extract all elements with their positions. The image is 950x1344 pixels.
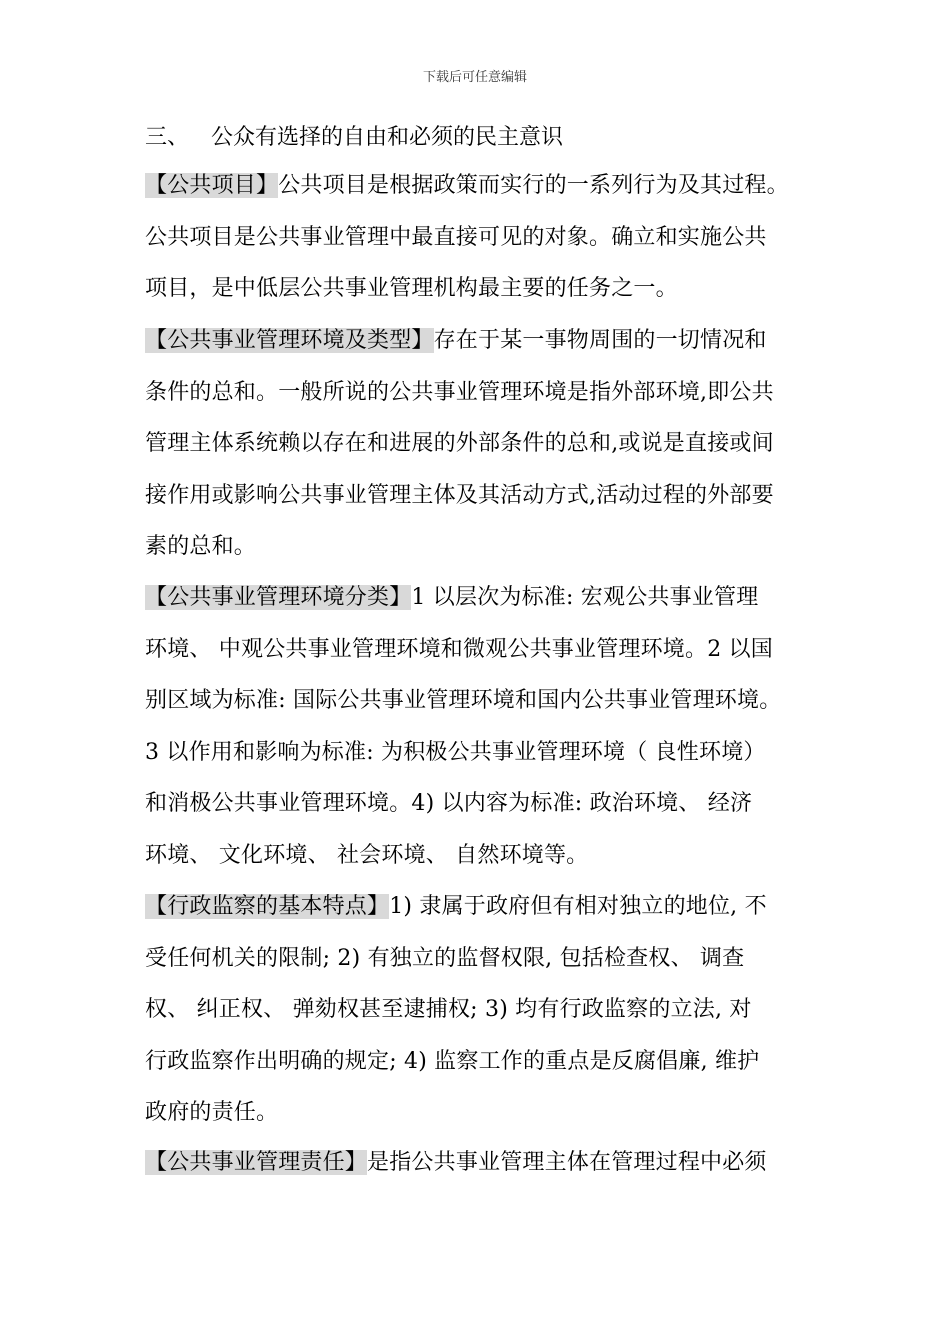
entry-administrative-supervision (145, 881, 825, 1139)
entry-line: 公共项目是公共事业管理中最直接可见的对象。确立和实施公共 (145, 224, 767, 250)
term-label: 【公共项目】 (145, 173, 279, 198)
entry-line: 1) 隶属于政府但有相对独立的地位, 不 (389, 894, 767, 919)
entry-line: 行政监察作出明确的规定; 4) 监察工作的重点是反腐倡廉, 维护 (145, 1048, 760, 1074)
entry-line: 别区域为标准: 国际公共事业管理环境和国内公共事业管理环境。 (145, 688, 782, 714)
term-label: 【行政监察的基本特点】 (145, 894, 390, 919)
entry-line: 是指公共事业管理主体在管理过程中必须 (367, 1150, 767, 1175)
entry-line: 项目，是中低层公共事业管理机构最主要的任务之一。 (145, 276, 678, 302)
entry-management-responsibility (145, 1137, 825, 1189)
entry-line: 环境、 中观公共事业管理环境和微观公共事业管理环境。2 以国 (145, 636, 773, 662)
entry-line: 条件的总和。一般所说的公共事业管理环境是指外部环境,即公共 (145, 379, 774, 405)
entry-line: 存在于某一事物周围的一切情况和 (433, 328, 767, 353)
entry-line: 管理主体系统赖以存在和进展的外部条件的总和,或说是直接或间 (145, 431, 774, 457)
entry-line: 公共项目是根据政策而实行的一系列行为及其过程。 (278, 173, 789, 198)
term-label: 【公共事业管理环境分类】 (145, 585, 412, 610)
entry-line: 权、 纠正权、 弹劾权甚至逮捕权; 3) 均有行政监察的立法, 对 (145, 997, 752, 1023)
entry-public-project (145, 160, 825, 315)
term-label: 【公共事业管理环境及类型】 (145, 328, 434, 353)
entry-line: 接作用或影响公共事业管理主体及其活动方式,活动过程的外部要 (145, 482, 774, 508)
entry-line: 受任何机关的限制; 2) 有独立的监督权限, 包括检查权、 调查 (145, 945, 745, 971)
section-title-text: 公众有选择的自由和必须的民主意识 (211, 125, 564, 150)
page-header-note: 下载后可任意编辑 (422, 70, 527, 85)
entry-line: 1 以层次为标准: 宏观公共事业管理 (411, 585, 759, 610)
entry-management-environment (145, 315, 825, 573)
section-number: 三、 (145, 125, 190, 150)
section-heading (145, 124, 563, 152)
entry-line: 环境、 文化环境、 社会环境、 自然环境等。 (145, 842, 589, 868)
term-label: 【公共事业管理责任】 (145, 1150, 368, 1175)
entry-line: 素的总和。 (145, 534, 257, 560)
entry-line: 3 以作用和影响为标准: 为积极公共事业管理环境（ 良性环境） (145, 739, 766, 765)
entry-line: 和消极公共事业管理环境。4) 以内容为标准: 政治环境、 经济 (145, 791, 753, 817)
entry-environment-classification (145, 572, 825, 882)
entry-line: 政府的责任。 (145, 1100, 279, 1126)
